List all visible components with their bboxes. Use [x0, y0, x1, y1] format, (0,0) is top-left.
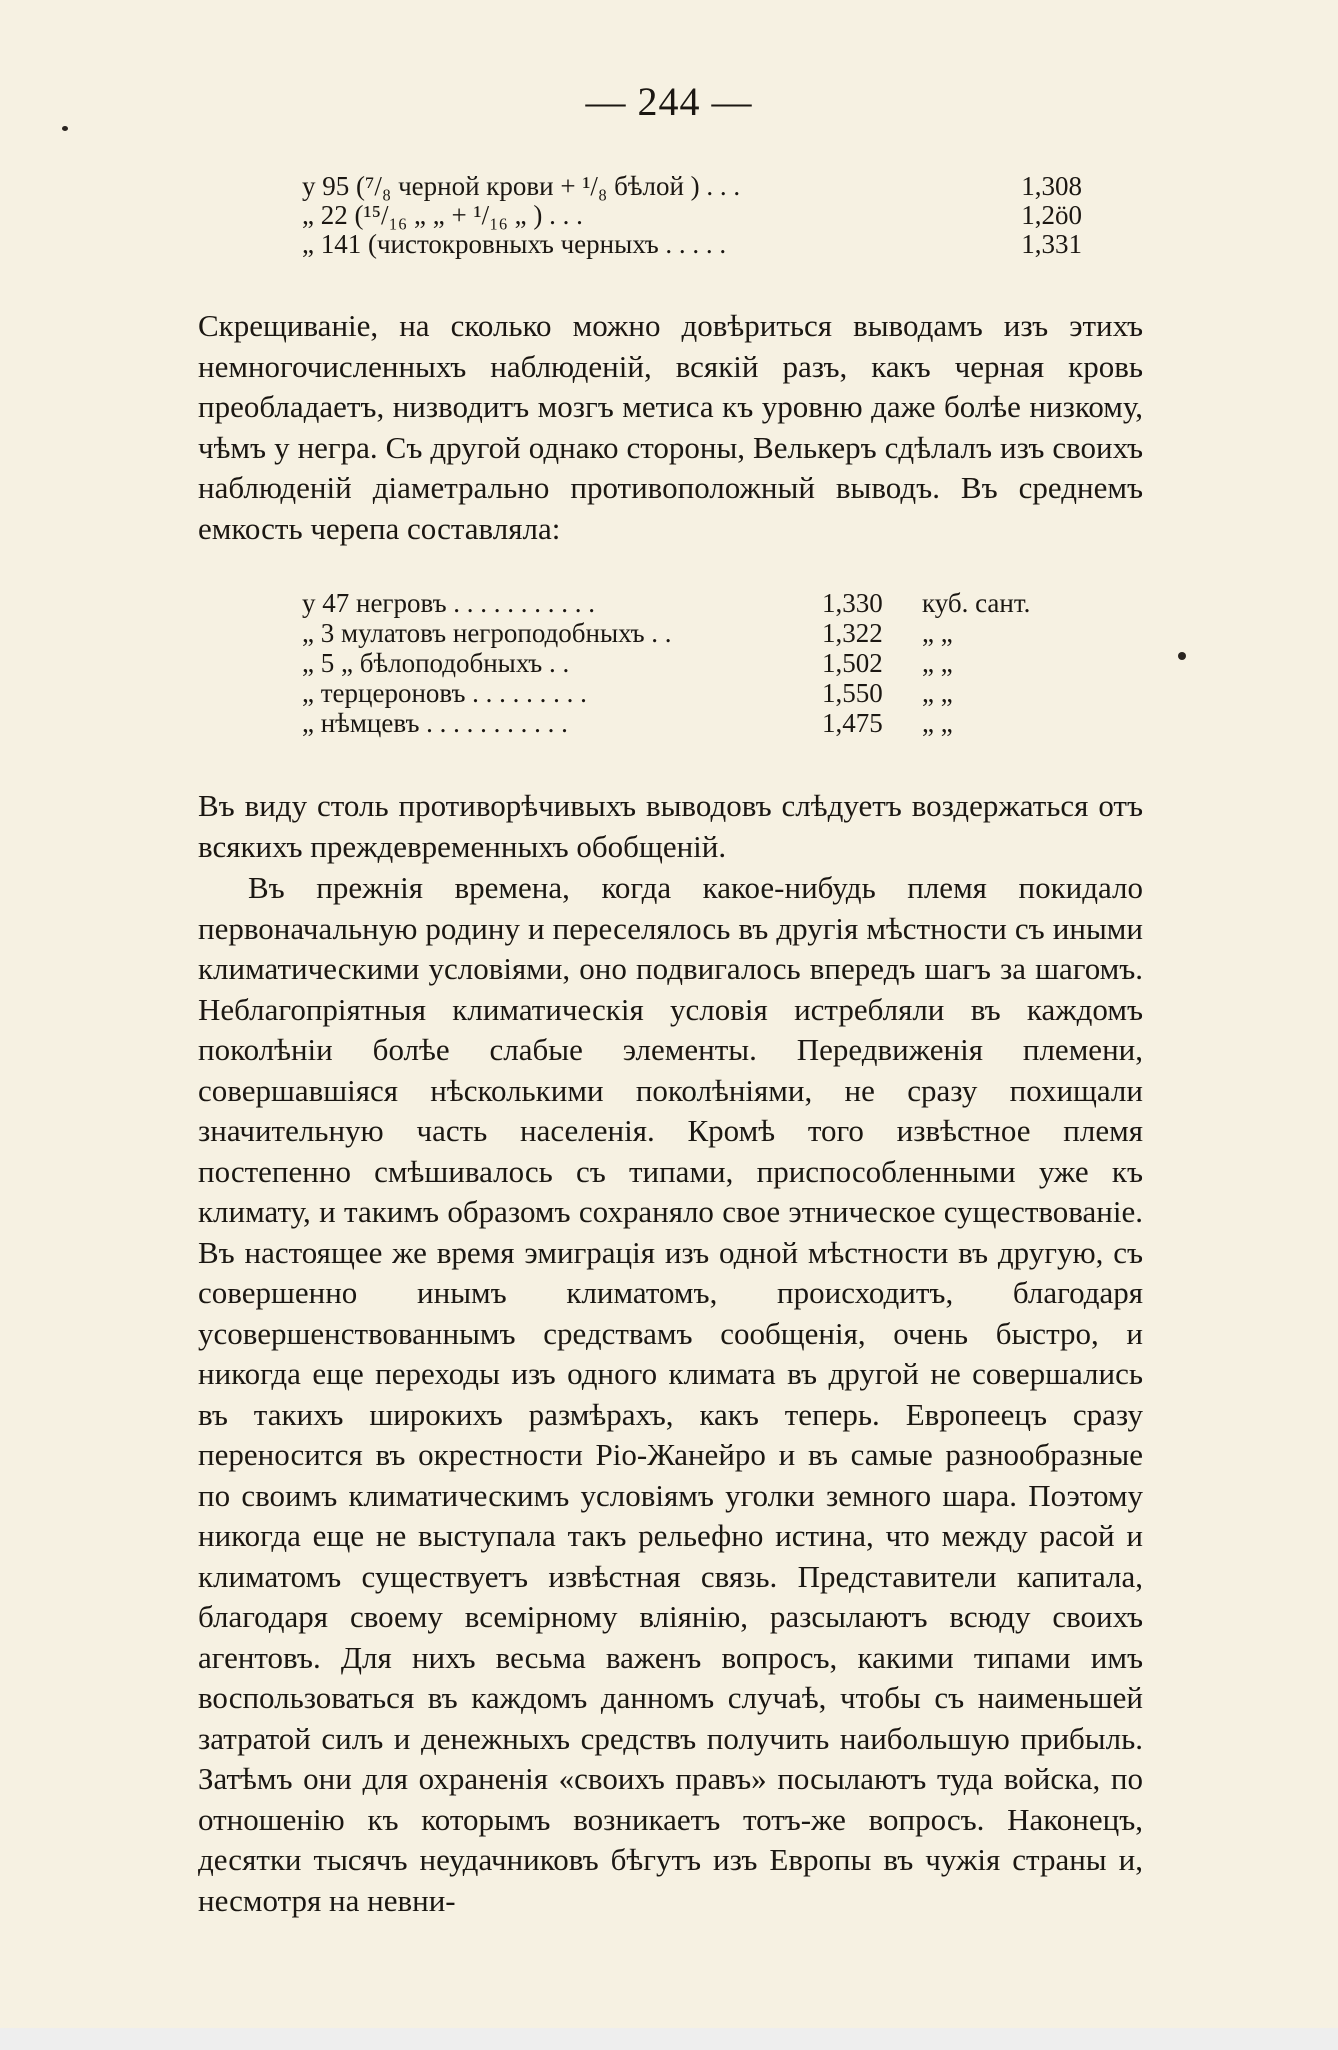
- row-value: 1,475: [822, 708, 883, 738]
- row-value: 1,308: [1021, 171, 1082, 201]
- row-label: „ нѣмцевъ . . . . . . . . . . .: [302, 708, 568, 738]
- skull-capacity-table-2: [302, 588, 1082, 738]
- table-row: [302, 708, 1082, 738]
- page-number: — 244 —: [585, 79, 753, 124]
- table-row: [302, 588, 1082, 618]
- row-unit: „ „: [922, 708, 953, 738]
- row-label: у 95 (⁷/₈ черной крови + ¹/₈ бѣлой ) . . .: [302, 171, 741, 201]
- row-unit: „ „: [922, 678, 953, 708]
- paragraph-conclusion: Въ виду столь противорѣчивыхъ выводовъ слѣдуетъ воздержаться отъ всякихъ преждевременныхъ обобщеній.: [198, 788, 1143, 864]
- table-row: [302, 618, 1082, 648]
- scan-margin: [0, 2028, 1338, 2050]
- paragraph-migration: Въ прежнія времена, когда какое-нибудь племя покидало первоначальную родину и переселялось въ другія мѣстности съ иными климатическими условіями, оно подвигалось впередъ шагъ за шагомъ. Неблагопріятныя климатическія условія истребляли въ каждомъ поколѣніи болѣе слабые элементы. Передвиженія племени, совершавшіяся нѣсколькими поколѣніями, не сразу похищали значительную часть населенія. Кромѣ того извѣстное племя постепенно смѣшивалось съ типами, приспособленными уже къ климату, и такимъ образомъ сохраняло свое этническое существованіе. Въ настоящее же время эмиграція изъ одной мѣстности въ другую, съ совершенно инымъ климатомъ, происходитъ, благодаря усовершенствованнымъ средствамъ сообщенія, очень быстро, и никогда еще переходы изъ одного климата въ другой не совершались въ такихъ широкихъ размѣрахъ, какъ теперь. Европеецъ сразу переносится въ окрестности Ріо-Жанейро и въ самые разнообразные по своимъ климатическимъ условіямъ уголки земного шара. Поэтому никогда еще не выступала такъ рельефно истина, что между расой и климатомъ существуетъ извѣстная связь. Представители капитала, благодаря своему всемірному вліянію, разсылаютъ всюду своихъ агентовъ. Для нихъ весьма важенъ вопросъ, какими типами имъ воспользоваться въ каждомъ данномъ случаѣ, чтобы съ наименьшей затратой силъ и денежныхъ средствъ получить наибольшую прибыль. Затѣмъ они для охраненія «своихъ правъ» посылаютъ туда войска, по отношенію къ которымъ возникаетъ тотъ-же вопросъ. Наконецъ, десятки тысячъ неудачниковъ бѣгутъ изъ Европы въ чужія страны и, несмотря на невни-: [198, 870, 1143, 1918]
- row-unit: „ „: [922, 618, 953, 648]
- row-label: „ 141 (чистокровныхъ черныхъ . . . . .: [302, 229, 727, 259]
- row-value: 1,322: [822, 618, 883, 648]
- table-row: [302, 201, 1082, 230]
- row-value: 1,331: [1021, 229, 1082, 259]
- table-row: [302, 172, 1082, 201]
- row-value: 1,2ö0: [1021, 200, 1082, 230]
- row-value: 1,330: [822, 588, 883, 618]
- ink-speck: [1178, 652, 1186, 660]
- paragraph-crossbreeding: Скрещиваніе, на сколько можно довѣриться выводамъ изъ этихъ немногочисленныхъ наблюденій, всякій разъ, какъ черная кровь преобладаетъ, низводитъ мозгъ метиса къ уровню даже болѣе низкому, чѣмъ у негра. Съ другой однако стороны, Велькеръ сдѣлалъ изъ своихъ наблюденій діаметрально противоположный выводъ. Въ среднемъ емкость черепа составляла:: [198, 308, 1143, 546]
- row-label: „ 3 мулатовъ негроподобныхъ . .: [302, 618, 672, 648]
- table-row: [302, 648, 1082, 678]
- row-value: 1,502: [822, 648, 883, 678]
- row-label: „ терцероновъ . . . . . . . . .: [302, 678, 587, 708]
- table-row: [302, 678, 1082, 708]
- row-label: „ 22 (¹⁵/₁₆ „ „ + ¹/₁₆ „ ) . . .: [302, 200, 583, 230]
- ink-speck: [62, 126, 68, 131]
- skull-capacity-table-1: [302, 172, 1082, 259]
- row-unit: „ „: [922, 648, 953, 678]
- row-label: „ 5 „ бѣлоподобныхъ . .: [302, 648, 570, 678]
- table-row: [302, 230, 1082, 259]
- row-unit: куб. сант.: [922, 588, 1031, 618]
- row-value: 1,550: [822, 678, 883, 708]
- row-label: у 47 негровъ . . . . . . . . . . .: [302, 588, 596, 618]
